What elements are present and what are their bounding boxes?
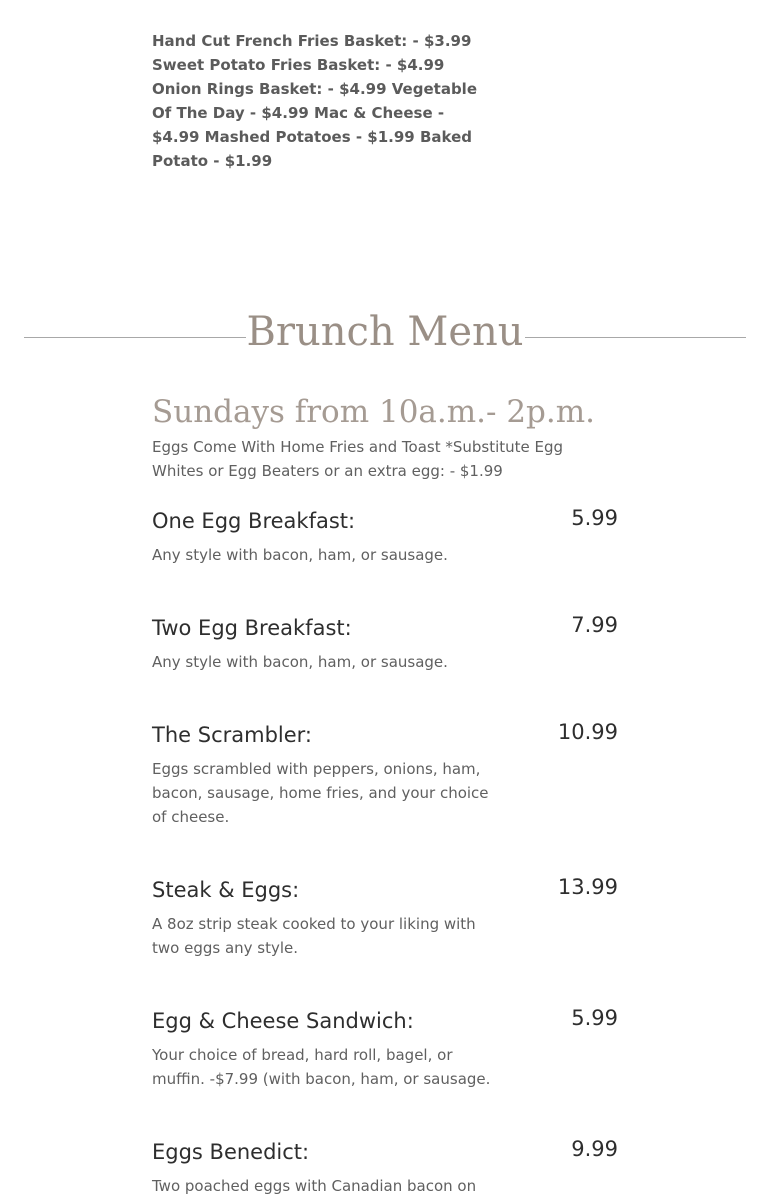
menu-item-description: Your choice of bread, hard roll, bagel, or muffin. -$7.99 (with bacon, ham, or sausage. bbox=[152, 1046, 491, 1088]
menu-item-price: 5.99 bbox=[571, 506, 618, 530]
sides-list-text: Hand Cut French Fries Basket: - $3.99 Sweet Potato Fries Basket: - $4.99 Onion Rings Basket: - $4.99 Vegetable Of The Day - $4.99 Mac & Cheese - $4.99 Mashed Potatoes - $1.99 Baked Potato - $1.99 bbox=[152, 32, 477, 170]
menu-item-name: Eggs Benedict: bbox=[152, 1140, 310, 1164]
brunch-note: Eggs Come With Home Fries and Toast *Substitute Egg Whites or Egg Beaters or an extra egg: - $1.99 bbox=[152, 438, 564, 480]
menu-item-price: 7.99 bbox=[571, 613, 618, 637]
menu-item-description: Eggs scrambled with peppers, onions, ham, bacon, sausage, home fries, and your choice of cheese. bbox=[152, 760, 489, 826]
menu-item-name: One Egg Breakfast: bbox=[152, 509, 356, 533]
menu-item-name: The Scrambler: bbox=[152, 723, 312, 747]
menu-item-name: Steak & Eggs: bbox=[152, 878, 300, 902]
header-divider-right bbox=[525, 337, 746, 338]
menu-item-price: 13.99 bbox=[557, 875, 618, 899]
menu-item-price: 5.99 bbox=[571, 1006, 618, 1030]
menu-item-description: Any style with bacon, ham, or sausage. bbox=[152, 653, 448, 671]
menu-item-description: Any style with bacon, ham, or sausage. bbox=[152, 546, 448, 564]
section-title: Brunch Menu bbox=[246, 309, 524, 355]
brunch-menu-header bbox=[24, 304, 746, 364]
menu-item-name: Egg & Cheese Sandwich: bbox=[152, 1009, 414, 1033]
menu-item-description: A 8oz strip steak cooked to your liking with two eggs any style. bbox=[152, 915, 476, 957]
menu-item-price: 9.99 bbox=[571, 1137, 618, 1161]
menu-item-description: Two poached eggs with Canadian bacon on bbox=[152, 1177, 477, 1195]
menu-item-name: Two Egg Breakfast: bbox=[152, 616, 352, 640]
menu-item-price: 10.99 bbox=[557, 720, 618, 744]
brunch-hours-subtitle: Sundays from 10a.m.- 2p.m. bbox=[152, 394, 596, 430]
